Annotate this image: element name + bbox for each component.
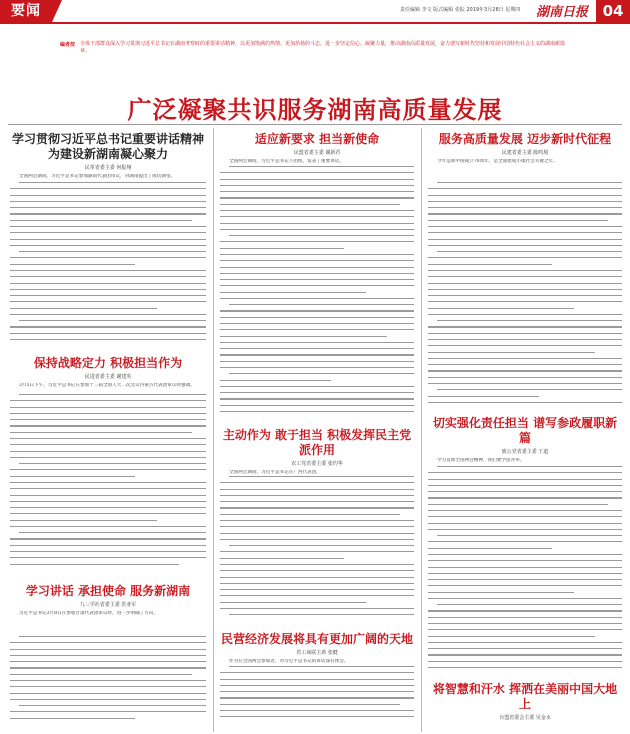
article-title: 学习贯彻习近平总书记重要讲话精神 为建设新湖南凝心聚力 (11, 132, 204, 161)
article-byline: 民革省委主委 何报翔 (84, 165, 132, 171)
article-title: 切实强化责任担当 谱写参政履职新篇 (432, 416, 618, 445)
text-line (10, 283, 206, 284)
text-line (10, 264, 135, 265)
text-line (10, 326, 206, 327)
text-line (19, 182, 206, 183)
article-text-block (220, 666, 414, 726)
text-line (428, 333, 622, 334)
text-line (10, 513, 206, 514)
text-line (10, 239, 206, 240)
text-line (428, 232, 622, 233)
text-line (220, 697, 414, 698)
text-line (10, 444, 206, 445)
text-line (220, 672, 414, 673)
article-byline: 九三学社省委主委 洪亚军 (79, 602, 137, 608)
text-line (10, 276, 206, 277)
article-byline: 台盟省委会主委 吴金水 (499, 715, 551, 721)
article-title: 服务高质量发展 迈步新时代征程 (438, 132, 612, 146)
text-line (428, 491, 622, 492)
text-line (220, 223, 414, 224)
text-line (10, 501, 206, 502)
text-line (10, 526, 206, 527)
text-line (10, 469, 206, 470)
header-rule (0, 22, 630, 24)
text-line (10, 661, 206, 662)
text-line (428, 648, 622, 649)
article-title: 适应新要求 担当新使命 (254, 132, 380, 146)
text-line (10, 693, 206, 694)
text-line (10, 425, 206, 426)
text-line (437, 182, 622, 183)
text-line (428, 239, 622, 240)
text-line (428, 485, 622, 486)
text-line (229, 235, 414, 236)
text-line (428, 245, 622, 246)
text-line (428, 289, 622, 290)
article (10, 584, 206, 617)
text-line (10, 495, 206, 496)
text-line (220, 520, 414, 521)
text-line (229, 614, 414, 615)
article-byline: 民盟省委主委 谢新君 (293, 150, 341, 156)
article-byline: 致公党省委主委 王道 (501, 449, 549, 455)
text-line (428, 326, 622, 327)
text-line (428, 479, 622, 480)
text-line (220, 489, 414, 490)
column-divider (213, 128, 214, 732)
text-line (428, 220, 608, 221)
text-line (10, 226, 206, 227)
text-line (10, 314, 206, 315)
article (220, 428, 414, 476)
article (10, 356, 206, 389)
text-line (220, 411, 414, 412)
text-line (220, 216, 414, 217)
text-line (428, 585, 622, 586)
text-line (428, 560, 622, 561)
text-line (10, 188, 206, 189)
text-line (428, 667, 622, 668)
text-line (220, 558, 344, 559)
text-line (428, 610, 622, 611)
article-title: 学习讲话 承担使命 服务新湖南 (25, 584, 191, 598)
page-number: 04 (596, 0, 630, 22)
text-line (428, 529, 622, 530)
text-line (229, 304, 414, 305)
text-line (428, 345, 622, 346)
text-line (428, 636, 595, 637)
text-line (220, 354, 414, 355)
text-line (428, 308, 574, 309)
text-line (220, 710, 414, 711)
text-line (220, 260, 414, 261)
text-line (437, 320, 622, 321)
text-line (229, 373, 414, 374)
article (428, 682, 622, 724)
text-line (220, 398, 414, 399)
text-line (220, 526, 414, 527)
text-line (220, 583, 414, 584)
text-line (229, 545, 414, 546)
newspaper-brand: 湖南日报 (536, 5, 589, 20)
text-line (220, 298, 414, 299)
text-line (220, 292, 366, 293)
text-line (428, 264, 552, 265)
text-line (19, 636, 206, 637)
text-line (428, 276, 622, 277)
text-line (428, 301, 622, 302)
text-line (10, 545, 206, 546)
text-line (10, 680, 206, 681)
text-line (437, 466, 622, 467)
text-line (220, 285, 414, 286)
text-line (220, 716, 414, 717)
text-line (428, 383, 622, 384)
text-line (10, 232, 206, 233)
text-line (220, 254, 414, 255)
text-line (220, 679, 414, 680)
text-line (428, 598, 622, 599)
text-line (220, 704, 400, 705)
article-byline: 农工党省委主委 张灼华 (291, 461, 343, 467)
text-line (220, 310, 414, 311)
text-line (220, 539, 414, 540)
text-line (428, 516, 622, 517)
text-line (10, 438, 206, 439)
text-line (10, 686, 206, 687)
text-line (220, 229, 414, 230)
article-lead: 习近平总书记3月8日在参加甘肃代表团审议时，进一步明确了方向。 (19, 611, 159, 616)
text-line (428, 257, 622, 258)
section-tab: 要闻 (0, 0, 52, 22)
text-line (220, 595, 414, 596)
text-line (428, 592, 574, 593)
text-line (220, 392, 414, 393)
text-line (220, 241, 414, 242)
text-line (229, 666, 414, 667)
editorial-note-label: 编者按 (60, 42, 76, 48)
text-line (220, 279, 414, 280)
text-line (10, 718, 135, 719)
text-line (428, 213, 622, 214)
masthead (0, 0, 630, 22)
text-line (220, 386, 414, 387)
text-line (220, 380, 331, 381)
text-line (19, 394, 206, 395)
text-line (428, 402, 622, 403)
text-line (10, 308, 157, 309)
article-lead: 学习贯彻全国两会精神，我们要学思并举。 (437, 458, 525, 463)
text-line (10, 649, 206, 650)
text-line (10, 289, 206, 290)
text-line (220, 361, 414, 362)
text-line (10, 557, 206, 558)
text-line (428, 504, 608, 505)
article-lead: 作为在全国两会参加者，对习近平总书记的讲话深有体会。 (229, 659, 349, 664)
text-line (220, 267, 414, 268)
text-line (428, 548, 552, 549)
text-line (220, 172, 414, 173)
article-byline: 民进省委主委 谢建英 (84, 374, 132, 380)
text-line (10, 201, 206, 202)
text-line (10, 711, 206, 712)
article-title: 将智慧和汗水 挥洒在美丽中国大地上 (432, 682, 618, 711)
article-title: 保持战略定力 积极担当作为 (33, 356, 183, 370)
text-line (220, 179, 414, 180)
article (428, 416, 622, 464)
text-line (10, 674, 192, 675)
text-line (220, 501, 414, 502)
text-line (10, 476, 135, 477)
text-line (10, 213, 206, 214)
text-line (10, 432, 192, 433)
text-line (10, 220, 192, 221)
text-line (220, 342, 414, 343)
text-line (10, 488, 206, 489)
text-line (220, 577, 414, 578)
text-line (220, 514, 400, 515)
text-line (10, 270, 206, 271)
text-line (428, 629, 622, 630)
text-line (10, 301, 206, 302)
text-line (10, 333, 206, 334)
article (220, 632, 414, 665)
text-line (428, 377, 622, 378)
text-line (220, 185, 414, 186)
credits-line: 责任编辑 李文 版式编辑 张振 2019年3月28日 星期四 (400, 7, 521, 13)
article-lead: 全国两会期间，习近平总书记参加湖南代表团审议，对湖南提出了殷切期望。 (19, 174, 176, 179)
text-line (220, 602, 366, 603)
text-line (428, 510, 622, 511)
article-title: 主动作为 敢于担当 积极发挥民主党派作用 (222, 428, 412, 457)
text-line (428, 579, 622, 580)
headline-rule (8, 124, 622, 125)
text-line (428, 207, 622, 208)
text-line (428, 573, 622, 574)
text-line (10, 207, 206, 208)
text-line (10, 642, 206, 643)
article-byline: 民建省委主委 陈鸣凰 (501, 150, 549, 156)
text-line (220, 551, 414, 552)
text-line (428, 523, 622, 524)
article-text-block (10, 182, 206, 350)
text-line (428, 295, 622, 296)
text-line (220, 507, 414, 508)
text-line (428, 314, 622, 315)
text-line (428, 617, 622, 618)
column-divider (421, 128, 422, 732)
article-lead: 全国两会期间，习近平总书记在广西代表团， (229, 470, 321, 475)
section-tab-tail (52, 0, 62, 22)
article-lead: 今年是新中国成立70周年，是全面建成小康社会关键之年。 (437, 159, 558, 164)
text-line (19, 705, 206, 706)
article-text-block (10, 394, 206, 576)
text-line (428, 654, 622, 655)
text-line (10, 339, 206, 340)
text-line (10, 538, 206, 539)
text-line (428, 396, 539, 397)
text-line (428, 188, 622, 189)
text-line (220, 191, 414, 192)
text-line (437, 251, 622, 252)
text-line (428, 201, 622, 202)
article-text-block (10, 636, 206, 726)
text-line (437, 389, 622, 390)
text-line (220, 367, 414, 368)
text-line (10, 551, 206, 552)
article-text-block (428, 466, 622, 676)
text-line (428, 497, 622, 498)
article-text-block (220, 166, 414, 422)
text-line (428, 554, 622, 555)
text-line (220, 482, 414, 483)
text-line (428, 270, 622, 271)
text-line (10, 699, 206, 700)
text-line (10, 564, 179, 565)
text-line (10, 507, 206, 508)
text-line (220, 323, 414, 324)
text-line (10, 407, 206, 408)
text-line (220, 685, 414, 686)
text-line (220, 248, 344, 249)
text-line (220, 348, 414, 349)
text-line (220, 329, 414, 330)
text-line (220, 533, 414, 534)
text-line (220, 495, 414, 496)
text-line (220, 210, 414, 211)
text-line (428, 472, 622, 473)
article (428, 132, 622, 165)
editorial-note-text: 全体干部群众深入学习贯彻习近平总书记在湖南考察时的重要讲话精神，以更加饱满的热情、更加昂扬的斗志，进一步坚定信心、凝聚力量，推动湖南高质量发展，奋力谱写新时代坚持和发展中国特色社会主义的湖南新篇章。 (80, 41, 566, 54)
text-line (220, 564, 414, 565)
text-line (220, 589, 414, 590)
article-lead: 全国两会期间，习近平总书记下团组，发表了重要讲话。 (229, 159, 344, 164)
text-line (220, 204, 400, 205)
article-text-block (428, 182, 622, 410)
text-line (220, 336, 387, 337)
text-line (19, 251, 206, 252)
text-line (437, 535, 622, 536)
article (220, 132, 414, 165)
text-line (428, 339, 622, 340)
text-line (220, 317, 414, 318)
text-line (229, 166, 414, 167)
article-byline: 省工商联主席 张健 (296, 650, 338, 656)
text-line (10, 257, 206, 258)
text-line (10, 482, 206, 483)
text-line (220, 197, 414, 198)
text-line (220, 273, 414, 274)
text-line (428, 370, 622, 371)
text-line (10, 457, 206, 458)
article-title: 民营经济发展将具有更加广阔的天地 (220, 632, 413, 646)
text-line (428, 364, 622, 365)
text-line (10, 419, 206, 420)
text-line (10, 655, 206, 656)
text-line (428, 541, 622, 542)
text-line (428, 567, 622, 568)
text-line (10, 451, 206, 452)
text-line (428, 283, 622, 284)
text-line (10, 413, 206, 414)
text-line (19, 532, 206, 533)
text-line (19, 463, 206, 464)
text-line (10, 295, 206, 296)
text-line (428, 623, 622, 624)
text-line (437, 604, 622, 605)
text-line (428, 358, 622, 359)
text-line (220, 691, 414, 692)
text-line (428, 226, 622, 227)
text-line (428, 352, 595, 353)
text-line (10, 245, 206, 246)
text-line (428, 195, 622, 196)
article-lead: 3月5日下午，习近平总书记在参加十三届全国人大二次会议内蒙古代表团审议时强调。 (19, 383, 195, 388)
text-line (10, 520, 157, 521)
text-line (428, 661, 622, 662)
text-line (19, 320, 206, 321)
text-line (10, 400, 206, 401)
text-line (220, 570, 414, 571)
text-line (10, 667, 206, 668)
page-headline: 广泛凝聚共识服务湖南高质量发展 (127, 96, 503, 124)
text-line (229, 476, 414, 477)
text-line (10, 195, 206, 196)
text-line (220, 608, 414, 609)
article-text-block (220, 476, 414, 626)
article (10, 132, 206, 180)
text-line (428, 642, 622, 643)
text-line (220, 405, 414, 406)
